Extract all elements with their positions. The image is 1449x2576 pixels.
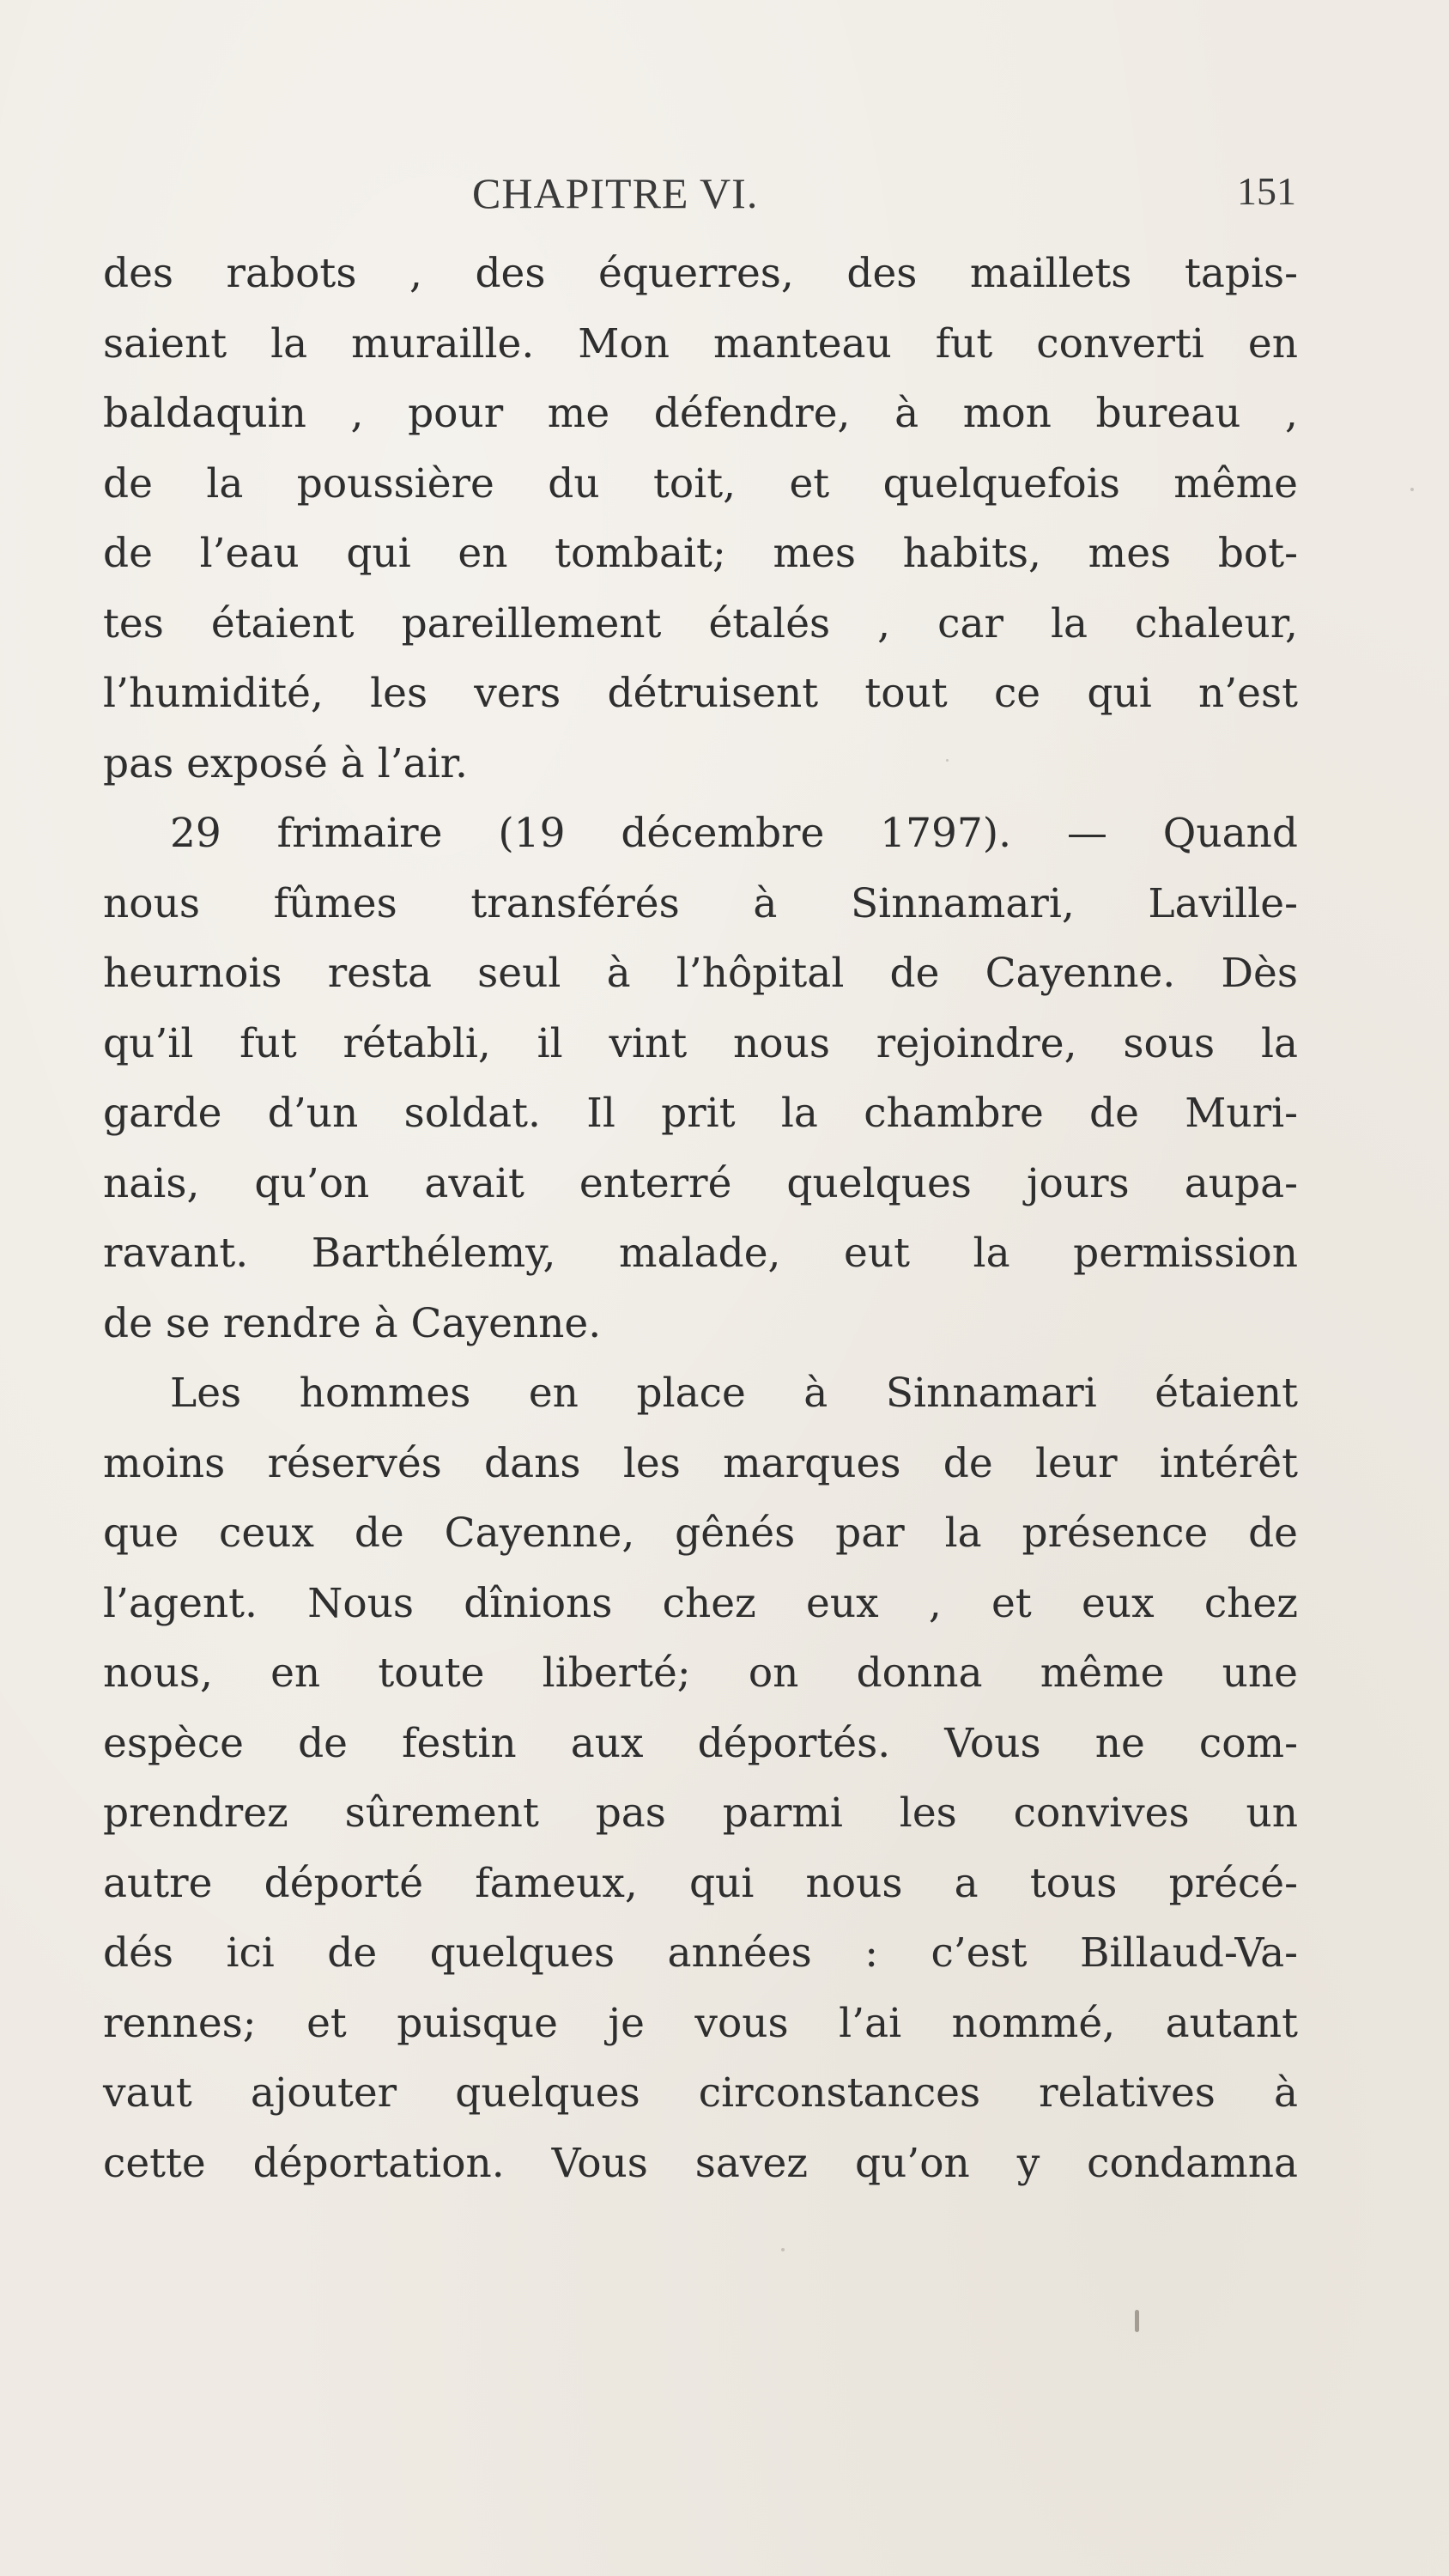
text-line: qu’il fut rétabli, il vint nous rejoindre, sous la [103,1019,1298,1067]
text-line: moins réservés dans les marques de leur intérêt [103,1439,1298,1487]
text-line: nous fûmes transférés à Sinnamari, Laville- [103,879,1298,927]
text-line: saient la muraille. Mon manteau fut converti en [103,319,1298,368]
text-line: prendrez sûrement pas parmi les convives un [103,1789,1298,1837]
running-title: CHAPITRE VI. [472,169,759,217]
text-line: pas exposé à l’air. [103,739,468,787]
text-line: dés ici de quelques années : c’est Billaud-Va- [103,1929,1298,1977]
text-line: que ceux de Cayenne, gênés par la présence de [103,1510,1298,1557]
text-line: autre déporté fameux, qui nous a tous précé- [103,1859,1298,1907]
text-line: de l’eau qui en tombait; mes habits, mes bot- [103,530,1298,577]
text-line: rennes; et puisque je vous l’ai nommé, autant [103,1999,1298,2047]
text-line: baldaquin , pour me défendre, à mon bureau , [103,390,1298,437]
text-line: espèce de festin aux déportés. Vous ne com- [103,1719,1298,1767]
text-line: garde d’un soldat. Il prit la chambre de Muri- [103,1090,1298,1137]
text-line: de se rendre à Cayenne. [103,1299,602,1347]
text-line: vaut ajouter quelques circonstances relatives à [103,2069,1298,2117]
text-line: des rabots , des équerres, des maillets tapis- [103,250,1298,297]
text-line: cette déportation. Vous savez qu’on y condamna [103,2139,1298,2187]
text-line: de la poussière du toit, et quelquefois même [103,459,1298,507]
paper-speck [946,759,949,762]
paper-speck [1135,2310,1139,2332]
text-line: l’humidité, les vers détruisent tout ce qui n’est [103,670,1298,717]
text-line: l’agent. Nous dînions chez eux , et eux chez [103,1579,1298,1627]
text-line: Les hommes en place à Sinnamari étaient [170,1370,1298,1417]
paper-speck [781,2248,785,2251]
text-line: nous, en toute liberté; on donna même une [103,1649,1298,1697]
text-line: 29 frimaire (19 décembre 1797). — Quand [170,810,1298,857]
page-header [101,168,1296,228]
text-line: ravant. Barthélemy, malade, eut la permission [103,1230,1298,1277]
paper-speck [1410,488,1414,491]
text-line: heurnois resta seul à l’hôpital de Cayenne. Dès [103,950,1298,997]
text-line: nais, qu’on avait enterré quelques jours aupa- [103,1159,1298,1207]
text-line: tes étaient pareillement étalés , car la chaleur, [103,599,1298,647]
page-number: 151 [1237,169,1296,213]
body-text [103,239,1298,2198]
